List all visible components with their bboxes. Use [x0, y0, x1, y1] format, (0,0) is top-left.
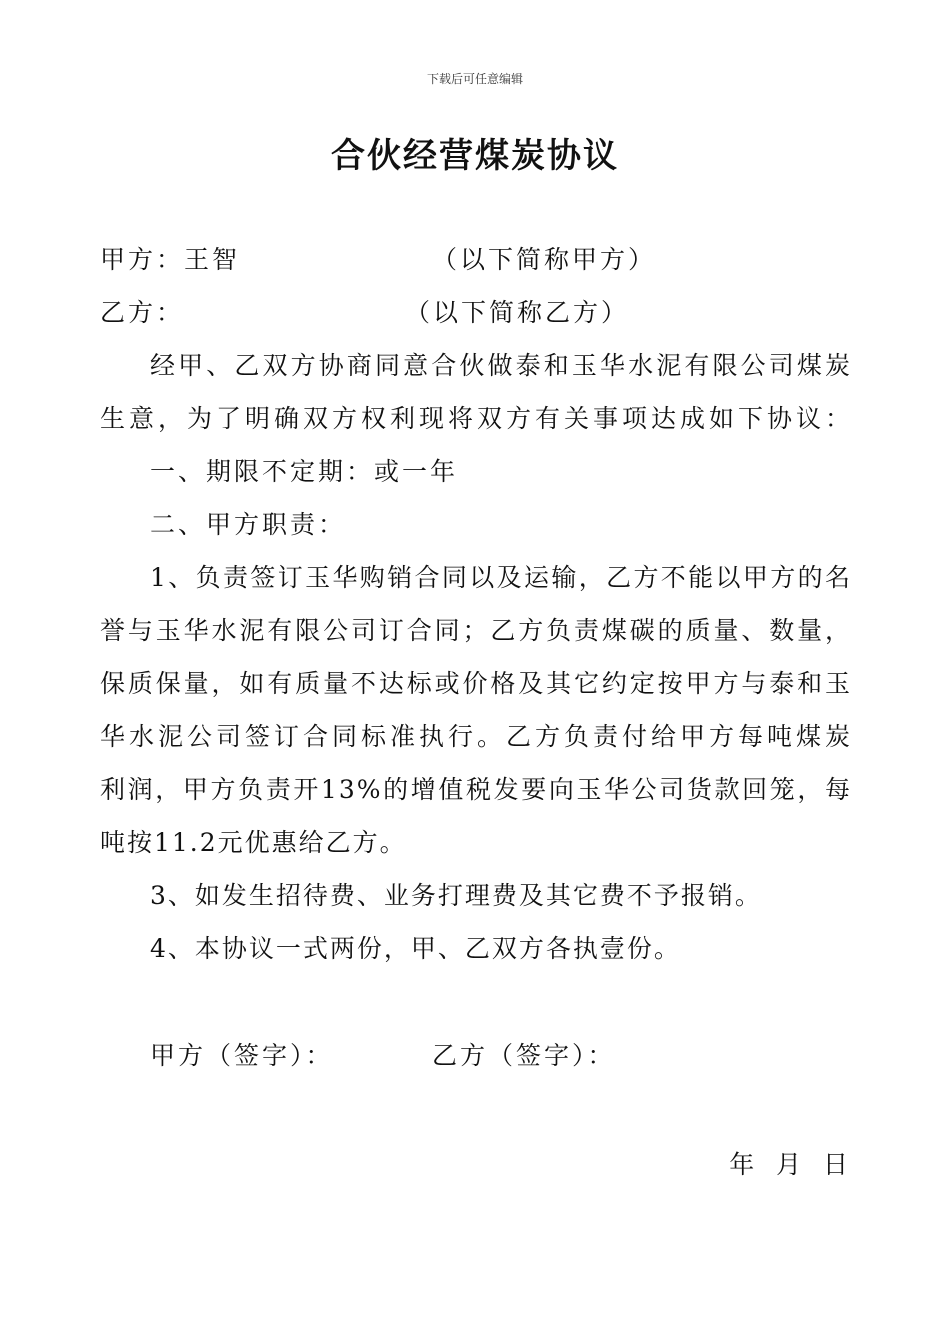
document-title: 合伙经营煤炭协议 [331, 136, 619, 176]
clause-duties: 二、甲方职责： [150, 510, 347, 539]
signature-party-a: 甲方（签字）： [150, 1041, 334, 1070]
party-a-line [100, 244, 240, 276]
clause-term: 一、期限不定期：或一年 [150, 457, 459, 486]
party-b-label: 乙方： [100, 298, 185, 327]
signature-party-b: 乙方（签字）： [432, 1041, 616, 1070]
intro-line-1: 经甲、乙双方协商同意合伙做泰和玉华水泥有限公司煤炭 [150, 351, 852, 380]
item3: 3、如发生招待费、业务打理费及其它费不予报销。 [150, 881, 762, 910]
item1-line-5: 利润，甲方负责开13%的增值税发要向玉华公司货款回笼，每 [100, 775, 852, 804]
item1-line-1: 1、负责签订玉华购销合同以及运输，乙方不能以甲方的名 [150, 563, 852, 592]
item1-line-4: 华水泥公司签订合同标准执行。乙方负责付给甲方每吨煤炭 [100, 722, 852, 751]
party-a-note: （以下简称甲方） [432, 245, 657, 274]
party-b-line [100, 297, 184, 329]
intro-line-2: 生意，为了明确双方权利现将双方有关事项达成如下协议： [100, 404, 852, 433]
party-b-note: （以下简称乙方） [405, 298, 630, 327]
item1-line-3: 保质保量，如有质量不达标或价格及其它约定按甲方与泰和玉 [100, 669, 852, 698]
date-line: 年 月 日 [729, 1150, 850, 1179]
item4: 4、本协议一式两份，甲、乙双方各执壹份。 [150, 934, 681, 963]
item1-line-2: 誉与玉华水泥有限公司订合同；乙方负责煤碳的质量、数量， [100, 616, 852, 645]
party-a-label: 甲方：王智 [100, 245, 241, 274]
header-note: 下载后可任意编辑 [426, 72, 523, 86]
item1-line-6: 吨按11.2元优惠给乙方。 [100, 828, 407, 857]
